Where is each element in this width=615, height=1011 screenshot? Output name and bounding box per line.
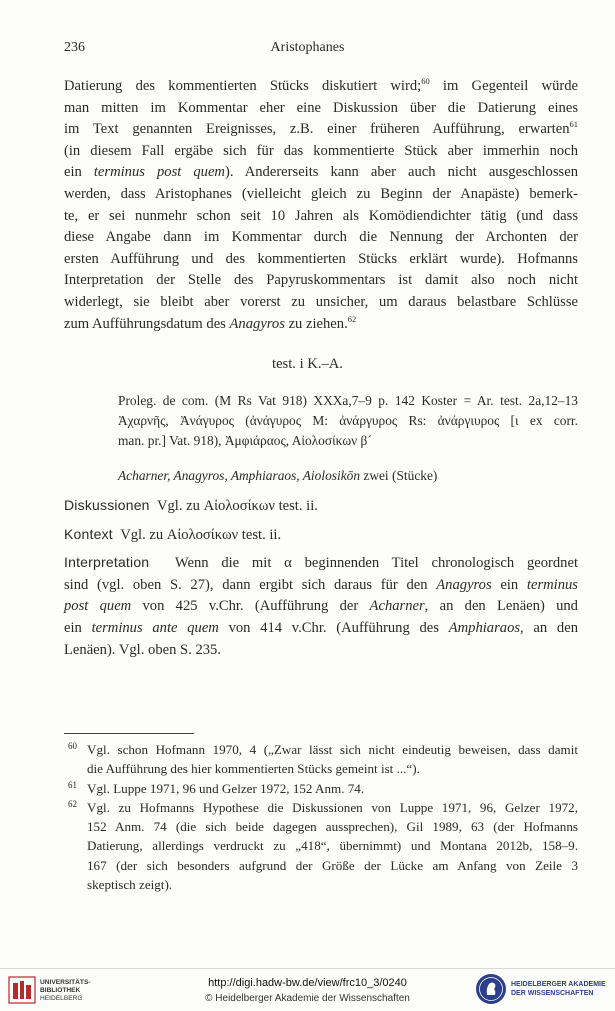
permalink-url[interactable]: http://digi.hadw-bw.de/view/frc10_3/0240: [208, 977, 407, 989]
text-line: te, er sei nunmehr schon seit 10 Jahren als Komödiendichter tätig (und dass: [64, 207, 578, 224]
footnote-ref-61[interactable]: 61: [569, 119, 578, 130]
footnotes: [64, 740, 578, 894]
copyright-notice: © Heidelberger Akademie der Wissenschaften: [205, 993, 410, 1004]
main-paragraph: [64, 76, 578, 335]
academy-seal-icon: [475, 973, 507, 1005]
testimonium-heading: test. i K.–A.: [272, 356, 343, 372]
footnote-ref-60[interactable]: 60: [421, 76, 430, 86]
section-label: Interpretation: [64, 554, 150, 571]
footnote-number: 60: [68, 741, 77, 751]
testimonium-source-line: Proleg. de com. (M Rs Vat 918) XXXa,7–9 p. 142 Koster = Ar. test. 2a,12–13: [118, 393, 578, 408]
text-line: widerlegt, sie bleibt aber vorerst zu unsicher, um daraus belastbare Schlüsse: [64, 293, 578, 310]
footnote-divider: [64, 733, 194, 734]
footnote-number: 62: [68, 798, 77, 809]
text-line: Interpretation der Stelle des Papyruskommentars ist damit also noch nicht: [64, 272, 578, 289]
text-line: ersten Aufführung und des kommentierten Stücks erklärt wurde). Hofmanns: [64, 250, 578, 267]
footnote-number: 61: [68, 779, 77, 790]
page-number: 236: [64, 40, 85, 55]
text-line: Datierung des kommentierten Stücks diskutiert wird;$^{60}$ im Gegenteil würde: [64, 76, 578, 94]
testimonium-translation: Acharner, Anagyros, Amphiaraos, Aiolosikōn zwei (Stücke): [118, 468, 438, 484]
footnote-61: 61 Vgl. Luppe 1971, 96 und Gelzer 1972, 152 Anm. 74.: [68, 779, 365, 796]
footnote-62: 62 Vgl. zu Hofmanns Hypothese die Diskussionen von Luppe 1971, 96, Gelzer 1972, 152 Anm. 74 (die sich beide dagegen aussprechen), Gil 1989, 63 (der Hofmanns Datierung, allerdings verdruckt zu „418“, übernimmt) und Montana 2012b, 158–9. 167 (der sich besonders aufgrund der Größe der Lücke am Anfang von Zeile 3 skeptisch zeigt).: [68, 798, 578, 893]
text-line: man mitten im Kommentar eher eine Diskussion über die Datierung eines: [64, 99, 578, 116]
university-library-logo[interactable]: UNIVERSITÄTS- BIBLIOTHEK HEIDELBERG: [8, 975, 128, 1007]
testimonium-greek-line: Ἀχαρνῆς, Ἀνάγυρος (ἀνάγυρος M: ἀνάργυρος Rs: ἀνάργιυρος [ι ex corr.: [118, 412, 578, 428]
footnote-60: 60 Vgl. schon Hofmann 1970, 4 („Zwar lässt sich nicht eindeutig beweisen, dass damit die Aufführung des hier kommentierten Stücks gemeint ist ...“).: [68, 741, 578, 777]
text-line: (in diesem Fall ergäbe sich für das kommentierte Stück aber immerhin noch: [64, 142, 578, 159]
section-label: Diskussionen: [64, 497, 150, 513]
text-line: ein terminus post quem). Andererseits kann aber auch nicht ausgeschlossen: [64, 164, 578, 181]
text-line: werden, dass Aristophanes (vielleicht gleich zu Beginn der Anapäste) bemerk-: [64, 185, 578, 202]
text-line: im Text genannten Ereignisses, z.B. einer früheren Aufführung, erwarten$^{61}$: [64, 119, 578, 138]
academy-logo[interactable]: HEIDELBERGER AKADEMIE DER WISSENSCHAFTEN: [475, 973, 607, 1007]
text-line: diese Angabe dann im Kommentar durch die Nennung der Archonten der: [64, 229, 578, 246]
testimonium-block: [118, 391, 578, 486]
footnote-ref-62[interactable]: 62: [347, 313, 357, 324]
section-interpretation: Interpretation Wenn die mit α beginnenden Titel chronologisch geordnet sind (vgl. oben S. 27), dann ergibt sich daraus für den Anagyros ein terminus post quem von 425 v.Chr. (Aufführung der Acharner, an den Lenäen) und ein terminus ante quem von 414 v.Chr. (Aufführung des Amphiaraos, an den Lenäen). Vgl. oben S. 235.: [64, 554, 579, 658]
testimonium-greek-line: man. pr.] Vat. 918), Ἀμφιάραος, Αἰολοσίκων β´: [118, 432, 372, 448]
commentary-sections: [64, 495, 578, 667]
page-header: [64, 40, 551, 60]
section-kontext: Kontext Vgl. zu Αἰολοσίκων test. ii.: [64, 525, 282, 543]
digitization-footer: [0, 968, 615, 1011]
text-line: zum Aufführungsdatum des Anagyros zu ziehen.$^{62}$: [64, 313, 357, 332]
section-diskussionen: Diskussionen Vgl. zu Αἰολοσίκων test. ii.: [64, 497, 318, 514]
section-label: Kontext: [64, 525, 113, 542]
running-head: Aristophanes: [270, 40, 345, 55]
